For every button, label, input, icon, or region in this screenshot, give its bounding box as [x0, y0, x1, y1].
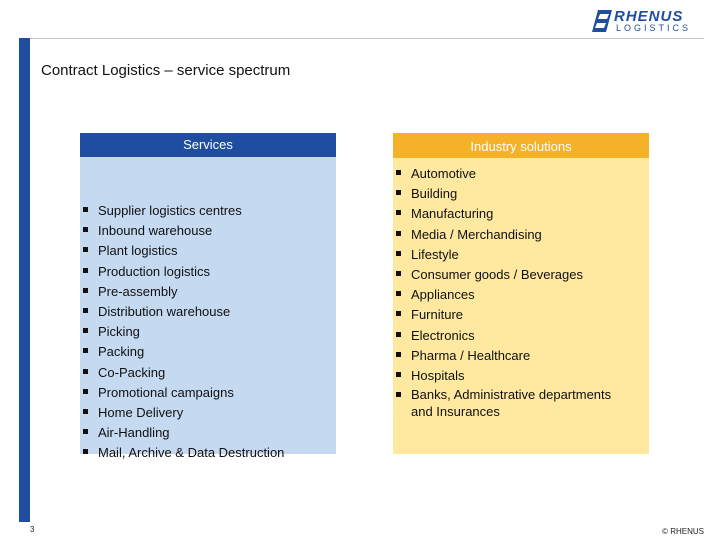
bullet-icon	[396, 231, 401, 236]
list-item	[393, 346, 631, 366]
bullet-icon	[396, 372, 401, 377]
list-item	[80, 241, 284, 261]
logo-subline: LOGISTICS	[616, 23, 692, 33]
list-item-label: Picking	[98, 324, 140, 340]
list-item	[393, 386, 631, 422]
bullet-icon	[83, 268, 88, 273]
rhenus-logo	[592, 8, 704, 34]
left-accent-bar	[19, 38, 30, 522]
services-body	[80, 157, 336, 461]
bullet-icon	[396, 332, 401, 337]
bullet-icon	[396, 190, 401, 195]
page-title: Contract Logistics – service spectrum	[41, 62, 291, 79]
list-item	[80, 403, 284, 423]
list-item-label: Lifestyle	[411, 246, 459, 262]
list-item-label: Manufacturing	[411, 206, 494, 222]
bullet-icon	[83, 328, 88, 333]
industry-panel	[393, 133, 649, 454]
services-list	[80, 201, 284, 464]
list-item	[393, 285, 631, 305]
industry-list	[393, 164, 631, 422]
services-header: Services	[80, 133, 336, 157]
header-divider	[30, 38, 704, 39]
list-item-label: Pre-assembly	[98, 283, 178, 299]
industry-header: Industry solutions	[393, 133, 649, 158]
list-item-label: Supplier logistics centres	[98, 203, 242, 218]
bullet-icon	[83, 389, 88, 394]
list-item-label: Co-Packing	[98, 364, 166, 380]
list-item-label: Home Delivery	[98, 405, 184, 421]
list-item	[393, 164, 631, 184]
list-item-label: Promotional campaigns	[98, 384, 234, 400]
list-item	[393, 265, 631, 285]
list-item	[393, 245, 631, 265]
list-item	[80, 322, 284, 342]
list-item-label: Air-Handling	[98, 425, 170, 441]
list-item	[80, 221, 284, 241]
list-item	[80, 383, 284, 403]
list-item-label: Production logistics	[98, 263, 210, 279]
list-item	[393, 326, 631, 346]
list-item-label: Building	[411, 186, 458, 202]
bullet-icon	[396, 271, 401, 276]
rhenus-logo-mark-icon	[592, 10, 612, 32]
bullet-icon	[83, 409, 88, 414]
list-item	[393, 225, 631, 245]
bullet-icon	[83, 288, 88, 293]
services-panel	[80, 133, 336, 461]
list-item	[80, 363, 284, 383]
list-item-label: Banks, Administrative departments and Insurances	[411, 387, 612, 420]
list-item	[393, 184, 631, 204]
industry-body	[393, 158, 649, 454]
list-item-label: Plant logistics	[98, 243, 178, 259]
list-item	[80, 302, 284, 322]
page-number: 3	[30, 525, 35, 534]
list-item-label: Hospitals	[411, 368, 465, 384]
list-item-label: Inbound warehouse	[98, 223, 213, 239]
list-item	[80, 423, 284, 443]
list-item-label: Automotive	[411, 166, 477, 181]
list-item	[393, 204, 631, 224]
list-item-label: Media / Merchandising	[411, 226, 542, 242]
list-item-label: Pharma / Healthcare	[411, 347, 531, 363]
list-item	[80, 262, 284, 282]
list-item-label: Distribution warehouse	[98, 304, 231, 320]
bullet-icon	[83, 429, 88, 434]
bullet-icon	[83, 227, 88, 232]
bullet-icon	[396, 291, 401, 296]
list-item	[80, 342, 284, 362]
list-item	[393, 366, 631, 386]
bullet-icon	[83, 369, 88, 374]
bullet-icon	[83, 247, 88, 252]
bullet-icon	[83, 348, 88, 353]
bullet-icon	[396, 170, 401, 175]
list-item-label: Packing	[98, 344, 145, 360]
bullet-icon	[83, 207, 88, 212]
list-item-label: Mail, Archive & Data Destruction	[98, 445, 285, 461]
list-item-label: Consumer goods / Beverages	[411, 267, 583, 283]
bullet-icon	[396, 210, 401, 215]
bullet-icon	[396, 392, 401, 397]
list-item-label: Appliances	[411, 287, 475, 303]
list-item-label: Electronics	[411, 327, 475, 343]
bullet-icon	[396, 311, 401, 316]
logo-wordmark: RHENUS	[614, 8, 684, 25]
bullet-icon	[83, 449, 88, 454]
list-item	[80, 282, 284, 302]
bullet-icon	[83, 308, 88, 313]
list-item	[80, 443, 284, 463]
bullet-icon	[396, 352, 401, 357]
list-item-label: Furniture	[411, 307, 464, 323]
bullet-icon	[396, 251, 401, 256]
list-item	[80, 201, 284, 221]
list-item	[393, 305, 631, 325]
copyright-notice: © RHENUS	[662, 527, 704, 536]
